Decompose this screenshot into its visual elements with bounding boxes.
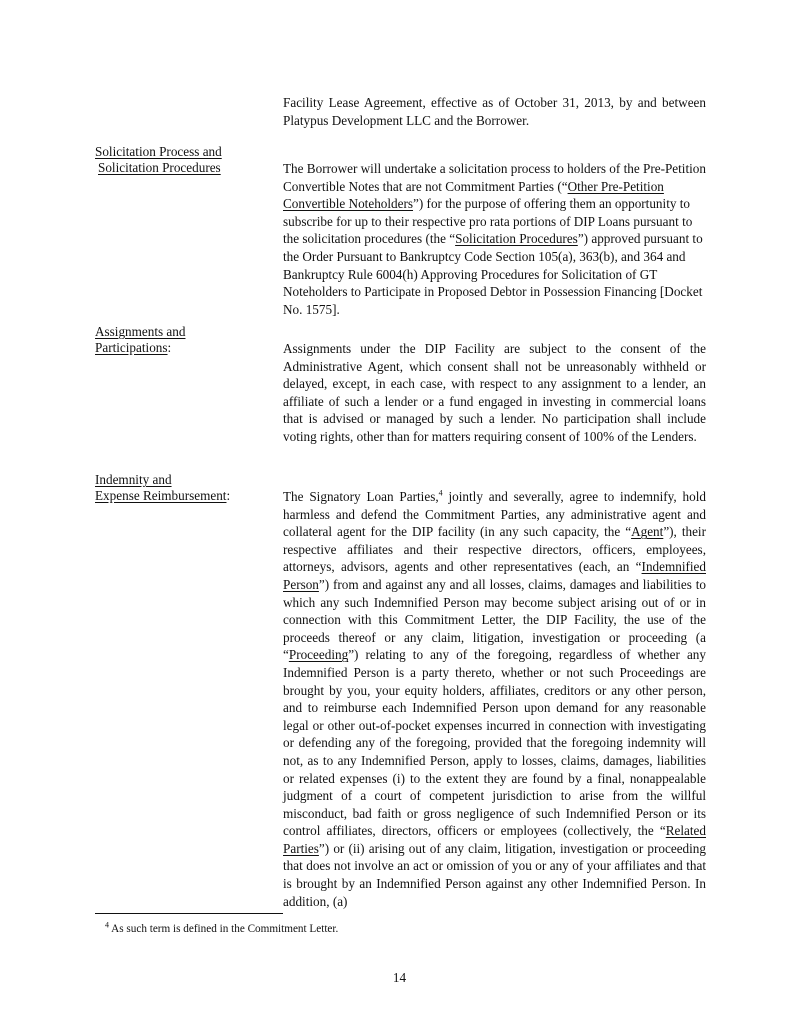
indemnity-text-4: ”) from and against any and all losses, claims, damages and liabilities to which any such Indemnified Person may become subject arising out of or in connection with this Commitment Letter, the DIP Facility, the use of the proceeds thereof or any claim, litigation, investigation or proceeding (a “ <box>283 576 706 663</box>
assignments-label-line2: Participations <box>95 340 168 356</box>
assignments-label-line1: Assignments and <box>95 324 186 339</box>
assignments-text: Assignments under the DIP Facility are subject to the consent of the Administrative Agent, which consent shall not be unreasonably withheld or delayed, except, in each case, with respect to any assignment to a lender, an affiliate of such a lender or a fund engaged in investing in commercial loans that is advised or managed by such a lender. No participation shall include voting rights, other than for matters requiring consent of 100% of the Lenders. <box>283 341 706 444</box>
defined-term-indemnified-person: Indemnified Person <box>283 559 706 592</box>
defined-term-proceeding: Proceeding <box>288 647 349 663</box>
solicitation-text-2: ”) for the purpose of offering them an opportunity to subscribe for up to their respective pro rata portions of DIP Loans pursuant to the solicitation procedures (the “ <box>283 196 693 247</box>
assignments-paragraph <box>283 340 706 446</box>
footnote-reference: 4 <box>438 488 443 498</box>
solicitation-label <box>95 144 275 176</box>
assignments-label-colon: : <box>167 340 172 356</box>
footnote-text: As such term is defined in the Commitment Letter. <box>109 923 339 935</box>
defined-term-solicitation-procedures: Solicitation Procedures <box>455 231 578 247</box>
indemnity-text-5: ”) relating to any of the foregoing, regardless of whether any Indemnified Person is a party thereto, whether or not such Proceedings are brought by you, your equity holders, affiliates, creditors or any other person, and to reimburse each Indemnified Person upon demand for any reasonable legal or other out-of-pocket expenses incurred in connection with investigating or defending any of the foregoing, provided that the foregoing indemnity will not, as to any Indemnified Person, apply to losses, claims, damages, liabilities or related expenses (i) to the extent they are found by a final, nonappealable judgment of a court of competent jurisdiction to arise from the willful misconduct, bad faith or gross negligence of such Indemnified Person or its control affiliates, directors, officers or employees (collectively, the “ <box>283 647 706 839</box>
footnote <box>105 922 338 936</box>
indemnity-label <box>95 472 275 504</box>
indemnity-text-2: jointly and severally, agree to indemnify, hold harmless and defend the Commitment Parties, any administrative agent and collateral agent for the DIP facility (in any such capacity, the “ <box>283 489 706 540</box>
defined-term-agent: Agent <box>631 524 664 540</box>
page-number: 14 <box>392 970 407 985</box>
lease-text: Facility Lease Agreement, effective as of October 31, 2013, by and between Platypus Development LLC and the Borrower. <box>283 95 706 128</box>
solicitation-paragraph <box>283 160 706 318</box>
solicitation-text-1: The Borrower will undertake a solicitation process to holders of the Pre-Petition Convertible Notes that are not Commitment Parties (“ <box>283 161 706 194</box>
defined-term-related-parties: Related Parties <box>283 823 706 856</box>
indemnity-paragraph <box>283 488 706 910</box>
footnote-number: 4 <box>105 920 109 930</box>
indemnity-text-3: ”), their respective affiliates and their respective directors, officers, employees, attorneys, advisors, agents and other representatives (each, an “ <box>283 524 706 575</box>
lease-paragraph <box>283 94 706 129</box>
solicitation-label-line1: Solicitation Process and <box>95 144 222 159</box>
assignments-label <box>95 324 275 356</box>
indemnity-label-line2: Expense Reimbursement <box>95 488 227 504</box>
indemnity-text-1: The Signatory Loan Parties, <box>283 489 439 504</box>
solicitation-label-line2: Solicitation Procedures <box>98 160 221 176</box>
indemnity-label-colon: : <box>226 488 231 504</box>
footnote-separator <box>95 913 283 914</box>
defined-term-other-noteholders: Other Pre-Petition Convertible Noteholders <box>283 178 664 212</box>
indemnity-text-6: ”) or (ii) arising out of any claim, litigation, investigation or proceeding that does not involve an act or omission of you or any of your affiliates and that is brought by an Indemnified Person against any other Indemnified Person. In addition, (a) <box>283 840 706 909</box>
indemnity-label-line1: Indemnity and <box>95 472 172 487</box>
solicitation-text-3: ”) approved pursuant to the Order Pursuant to Bankruptcy Code Section 105(a), 363(b), and 364 and Bankruptcy Rule 6004(h) Approving Procedures for Solicitation of GT Noteholders to Participate in Proposed Debtor in Possession Financing [Docket No. 1575]. <box>283 231 703 317</box>
